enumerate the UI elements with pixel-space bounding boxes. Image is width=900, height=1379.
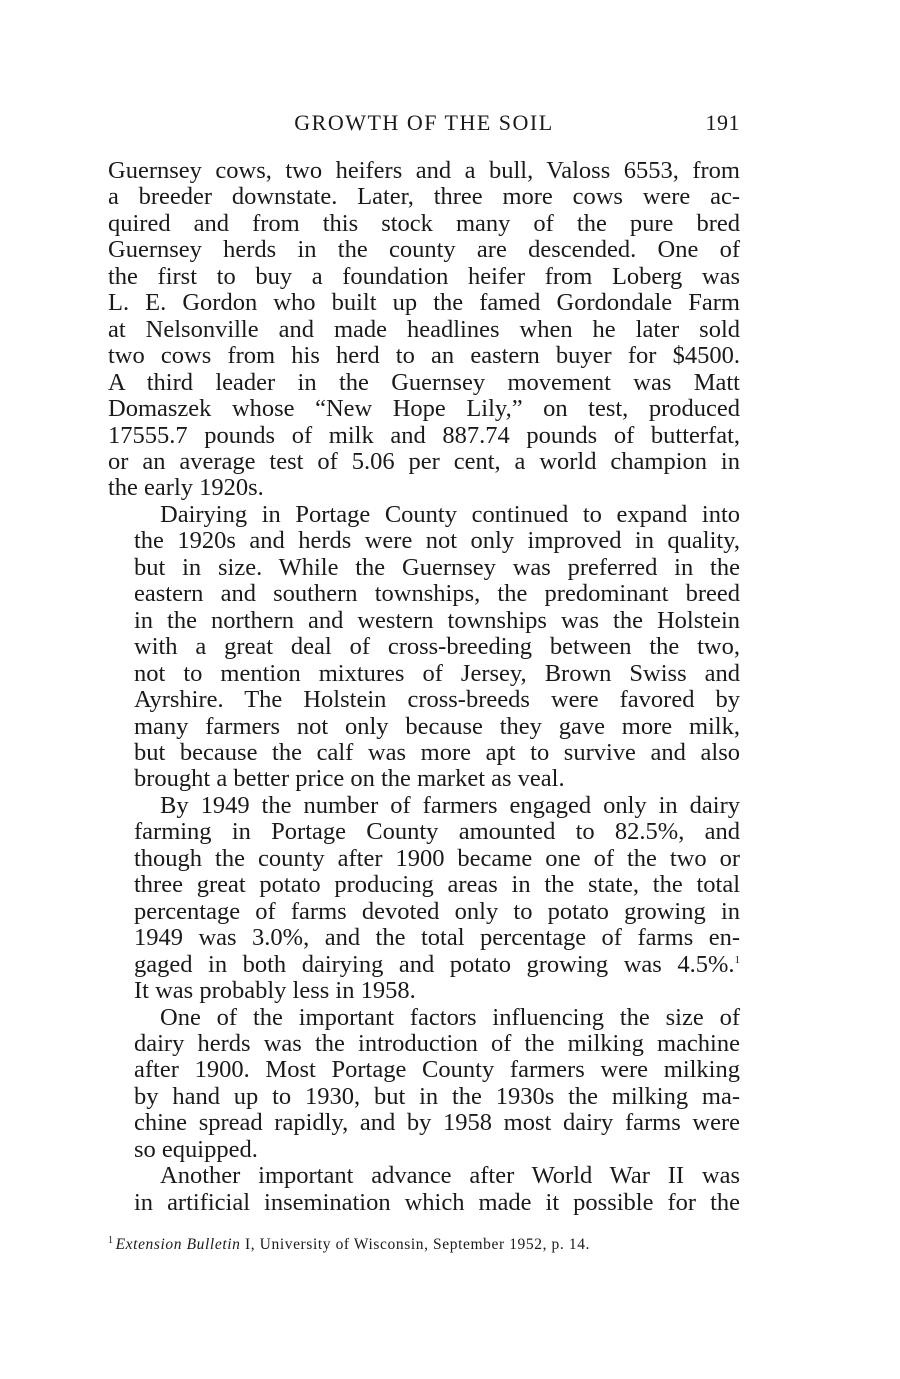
paragraph-4 <box>108 1005 740 1164</box>
text-line: so equipped. <box>134 1135 258 1163</box>
text-line: the first to buy a foundation heifer from Loberg was <box>108 262 740 290</box>
text-line: farming in Portage County amounted to 82.5%, and <box>134 818 740 846</box>
text-line: Ayrshire. The Holstein cross-breeds were favored by <box>134 686 740 714</box>
text-line: the 1920s and herds were not only improved in quality, <box>134 527 740 555</box>
text-line: eastern and southern townships, the predominant breed <box>134 580 740 608</box>
text-line: three great potato producing areas in the state, the total <box>134 871 740 899</box>
paragraph-5 <box>108 1163 740 1216</box>
text-line: the early 1920s. <box>108 474 264 502</box>
text-line: 1949 was 3.0%, and the total percentage of farms en- <box>134 924 740 952</box>
text-line: Domaszek whose “New Hope Lily,” on test, produced <box>108 395 740 423</box>
text-line: after 1900. Most Portage County farmers were milking <box>134 1056 740 1084</box>
text-line: It was probably less in 1958. <box>134 977 416 1005</box>
text-line: percentage of farms devoted only to potato growing in <box>134 897 740 925</box>
text-line: though the county after 1900 became one of the two or <box>134 844 740 872</box>
text-line: but because the calf was more apt to survive and also <box>134 738 740 766</box>
text-line: 17555.7 pounds of milk and 887.74 pounds of butterfat, <box>108 421 740 449</box>
text-line: or an average test of 5.06 per cent, a world champion in <box>108 447 740 475</box>
page-header <box>108 110 740 140</box>
text-line: quired and from this stock many of the pure bred <box>108 209 740 237</box>
text-line: at Nelsonville and made headlines when he later sold <box>108 315 740 343</box>
text-line: in artificial insemination which made it possible for the <box>134 1188 740 1216</box>
text-line-with-footnote <box>108 952 740 978</box>
footnote-number: 1 <box>108 1234 114 1246</box>
footnote-citation: I, University of Wisconsin, September 1952, p. 14. <box>240 1236 591 1253</box>
footnote <box>108 1235 740 1255</box>
text-line: two cows from his herd to an eastern buyer for $4500. <box>108 342 740 370</box>
paragraph-1 <box>108 158 740 502</box>
text-line: One of the important factors influencing the size of <box>160 1003 740 1031</box>
text-line: many farmers not only because they gave more milk, <box>134 712 740 740</box>
text-line: in the northern and western townships was the Holstein <box>134 606 740 634</box>
body-text <box>108 158 740 1216</box>
page-number: 191 <box>705 110 740 135</box>
text-line: Guernsey cows, two heifers and a bull, Valoss 6553, from <box>108 157 740 184</box>
text-line: by hand up to 1930, but in the 1930s the milking ma- <box>134 1082 740 1110</box>
paragraph-2 <box>108 502 740 793</box>
text-line: dairy herds was the introduction of the milking machine <box>134 1029 740 1057</box>
text-line: brought a better price on the market as veal. <box>134 765 565 793</box>
text-line: a breeder downstate. Later, three more cows were ac- <box>108 183 740 211</box>
text-line: but in size. While the Guernsey was preferred in the <box>134 553 740 581</box>
text-line: with a great deal of cross-breeding between the two, <box>134 633 740 661</box>
text-line: L. E. Gordon who built up the famed Gordondale Farm <box>108 289 740 317</box>
text-line: Guernsey herds in the county are descended. One of <box>108 236 740 264</box>
footnote-reference[interactable]: 1 <box>734 953 740 966</box>
text-line: Another important advance after World War II was <box>160 1162 740 1190</box>
footnote-publication-title: Extension Bulletin <box>115 1236 241 1253</box>
text-line: By 1949 the number of farmers engaged only in dairy <box>160 791 740 819</box>
text-line: A third leader in the Guernsey movement was Matt <box>108 368 740 396</box>
text-segment: gaged in both dairying and potato growing was 4.5%. <box>134 950 735 978</box>
running-head: GROWTH OF THE SOIL <box>294 110 554 135</box>
text-line: Dairying in Portage County continued to expand into <box>160 500 740 528</box>
text-line: not to mention mixtures of Jersey, Brown Swiss and <box>134 659 740 687</box>
paragraph-3 <box>108 793 740 1005</box>
text-line: chine spread rapidly, and by 1958 most dairy farms were <box>134 1109 740 1137</box>
